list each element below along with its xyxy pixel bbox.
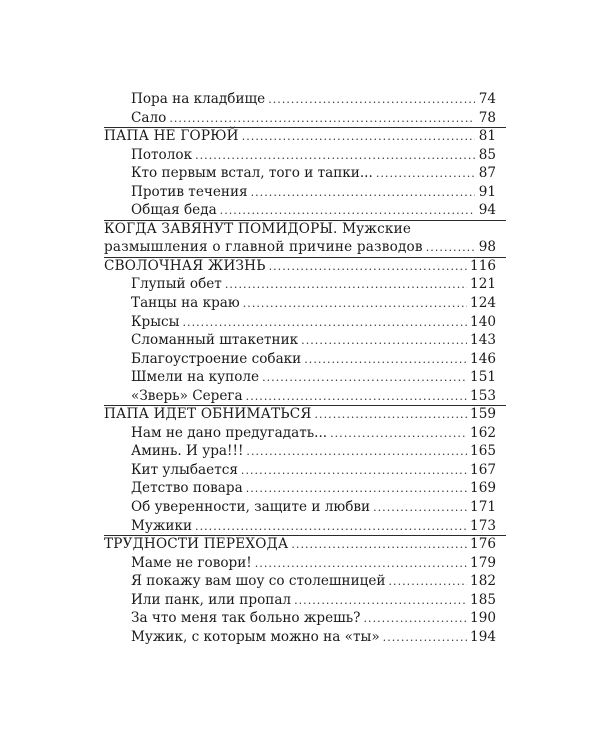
toc-entry [104,201,496,220]
entry-title: Танцы на краю [131,295,240,312]
page-number: 81 [478,128,496,145]
section-title: ТРУДНОСТИ ПЕРЕХОДА [104,536,289,553]
page-number: 159 [470,406,496,423]
page-number: 94 [478,202,496,219]
dot-leader [246,443,467,462]
entry-title: Глупый обет [131,276,222,293]
page-number: 162 [470,424,496,441]
page-number: 167 [470,461,496,478]
section-title: КОГДА ЗАВЯНУТ ПОМИДОРЫ. Мужские [104,220,412,237]
dot-leader [169,110,475,129]
toc-section-entry [104,405,496,424]
dot-leader [294,592,467,611]
page-number: 194 [470,628,496,645]
section-title: СВОЛОЧНАЯ ЖИЗНЬ [104,257,266,274]
toc-entry [104,350,496,369]
dot-leader [262,369,467,388]
entry-title: Мужик, с которым можно на «ты» [131,628,380,645]
page-number: 116 [470,257,496,274]
entry-title: Кит улыбается [131,461,238,478]
section-divider [104,127,506,128]
entry-title: Сало [131,109,167,126]
dot-leader [268,91,475,110]
page-number: 153 [470,387,496,404]
dot-leader [243,295,467,314]
page-number: 98 [478,239,496,256]
dot-leader [242,128,475,147]
toc-entry [104,572,496,591]
section-divider [104,535,506,536]
dot-leader [376,165,475,184]
entry-title: Против течения [131,183,248,200]
dot-leader [195,518,467,537]
entry-title: Я покажу вам шоу со столешницей [131,573,386,590]
entry-title: За что меня так больно жрешь? [131,610,361,627]
dot-leader [330,425,467,444]
section-divider [104,405,506,406]
entry-title: Потолок [131,146,193,163]
toc-entry [104,461,496,480]
entry-title: Маме не говори! [131,554,252,571]
toc-entry [104,146,496,165]
dot-leader [315,406,468,425]
toc-entry [104,554,496,573]
page-number: 143 [470,332,496,349]
section-title-continued: размышления о главной причине разводов [104,239,423,256]
dot-leader [251,184,475,203]
page-number: 85 [478,146,496,163]
dot-leader [383,629,467,648]
page-number: 176 [470,536,496,553]
toc-entry [104,90,496,109]
toc-entry [104,424,496,443]
page-number: 185 [470,591,496,608]
dot-leader [373,499,467,518]
page-number: 124 [470,295,496,312]
page-number: 169 [470,480,496,497]
entry-title: Сломанный штакетник [131,332,299,349]
page-number: 190 [470,610,496,627]
toc-entry [104,387,496,406]
toc-entry [104,517,496,536]
entry-title: Кто первым встал, того и тапки... [131,165,373,182]
toc-section-entry [104,127,496,146]
page-number: 179 [470,554,496,571]
toc-section-entry [104,257,496,276]
entry-title: Благоустроение собаки [131,350,302,367]
dot-leader [246,388,467,407]
toc-entry [104,294,496,313]
page-number: 87 [478,165,496,182]
dot-leader [269,258,467,277]
page-number: 173 [470,517,496,534]
toc-entry [104,109,496,128]
page-number: 151 [470,369,496,386]
dot-leader [363,610,467,629]
page-number: 165 [470,443,496,460]
entry-title: Пора на кладбище [131,91,266,107]
toc-entry [104,591,496,610]
page-number: 140 [470,313,496,330]
section-divider [104,257,506,258]
dot-leader [291,536,467,555]
dot-leader [389,573,468,592]
table-of-contents [104,90,496,646]
page-number: 171 [470,499,496,516]
dot-leader [225,276,467,295]
toc-entry [104,442,496,461]
dot-leader [195,147,475,166]
page-number: 182 [470,573,496,590]
entry-title: Мужики [131,517,193,534]
entry-title: Детство повара [131,480,243,497]
toc-entry [104,609,496,628]
toc-entry [104,331,496,350]
entry-title: Крысы [131,313,180,330]
toc-entry [104,183,496,202]
dot-leader [241,462,467,481]
entry-title: «Зверь» Серега [131,387,243,404]
section-divider [104,220,506,221]
toc-entry [104,164,496,183]
dot-leader [426,239,475,258]
dot-leader [220,202,475,221]
toc-entry [104,628,496,647]
dot-leader [246,480,467,499]
entry-title: Аминь. И ура!!! [131,443,244,460]
toc-section-entry [104,535,496,554]
section-title: ПАПА ИДЕТ ОБНИМАТЬСЯ [104,406,312,423]
entry-title: Или панк, или пропал [131,591,292,608]
toc-entry [104,313,496,332]
entry-title: Об уверенности, защите и любви [131,499,371,516]
page-number: 91 [478,183,496,200]
page-number: 121 [470,276,496,293]
page-number: 146 [470,350,496,367]
entry-title: Шмели на куполе [131,369,260,386]
section-title: ПАПА НЕ ГОРЮЙ [104,128,239,145]
toc-entry [104,368,496,387]
page-number: 74 [478,91,496,107]
dot-leader [304,351,467,370]
dot-leader [255,555,467,574]
toc-section-entry [104,220,496,257]
page-number: 78 [478,109,496,126]
toc-entry [104,275,496,294]
entry-title: Общая беда [131,202,217,219]
toc-entry [104,479,496,498]
entry-title: Нам не дано предугадать... [131,424,328,441]
dot-leader [182,314,467,333]
toc-entry [104,498,496,517]
dot-leader [301,332,467,351]
